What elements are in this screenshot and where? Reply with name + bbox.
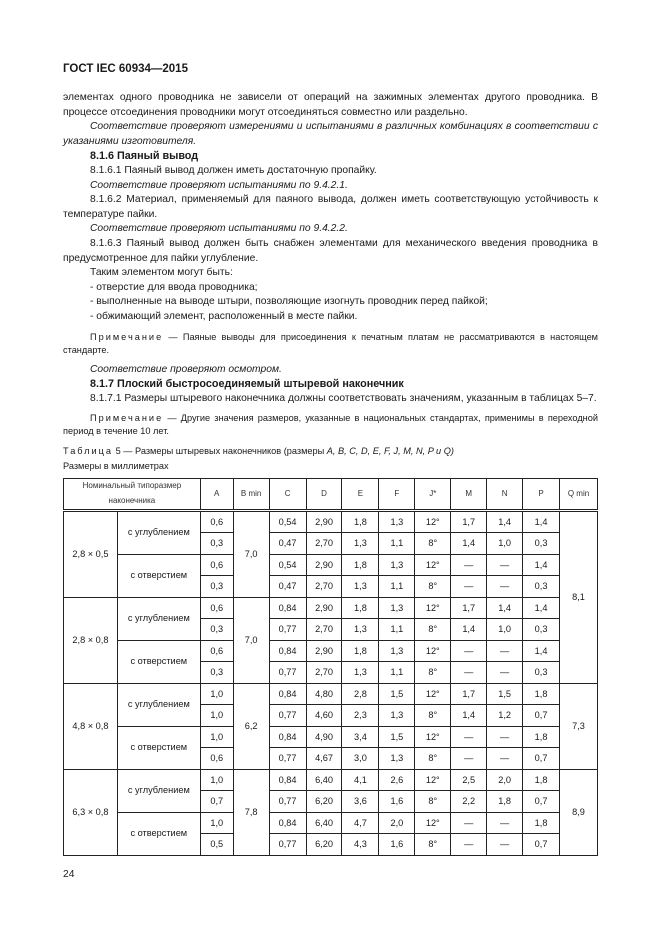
value-cell: 0,47 <box>269 533 306 555</box>
value-cell: 1,1 <box>379 662 415 684</box>
list-item: - обжимающий элемент, расположенный в месте пайки. <box>90 310 358 322</box>
page-number: 24 <box>63 869 75 880</box>
value-cell: 1,5 <box>487 683 523 705</box>
value-cell: 1,8 <box>342 640 379 662</box>
value-cell: 2,90 <box>306 597 342 619</box>
value-cell: 3,0 <box>342 748 379 770</box>
value-cell: 2,70 <box>306 576 342 598</box>
caption-number: 5 <box>113 446 121 457</box>
compliance-note: Соответствие проверяют испытаниями по 9.4.2.1. <box>90 179 348 191</box>
value-cell-a: 0,3 <box>200 533 233 555</box>
value-cell-a: 0,5 <box>200 834 233 856</box>
terminal-type-cell: с отверстием <box>117 726 200 769</box>
value-cell: 1,6 <box>379 834 415 856</box>
value-cell: 1,3 <box>379 510 415 533</box>
value-cell: 0,77 <box>269 705 306 727</box>
caption-text: — Размеры штыревых наконечников (размеры <box>120 446 327 457</box>
value-cell-b-min: 7,8 <box>233 769 269 855</box>
table-row <box>64 812 598 834</box>
value-cell: 1,3 <box>379 748 415 770</box>
compliance-note: Соответствие проверяют осмотром. <box>90 363 282 375</box>
caption-label: Таблица <box>63 446 114 457</box>
value-cell: 1,8 <box>342 597 379 619</box>
value-cell: — <box>487 812 523 834</box>
note-text: — Паяные выводы для присоединения к печатным платам не рассматриваются в настоящем стандарте. <box>63 331 598 355</box>
value-cell: 1,8 <box>523 726 560 748</box>
value-cell-a: 1,0 <box>200 812 233 834</box>
value-cell: 1,3 <box>379 705 415 727</box>
value-cell: 0,84 <box>269 769 306 791</box>
value-cell: 1,8 <box>523 683 560 705</box>
value-cell: 1,4 <box>487 510 523 533</box>
table-row <box>64 683 598 705</box>
value-cell: 4,7 <box>342 812 379 834</box>
compliance-note: Соответствие проверяют измерениями и испытаниями в различных комбинациях в соответствии с указаниями изготовителя. <box>63 121 598 147</box>
terminal-size-cell: 2,8 × 0,8 <box>64 597 118 683</box>
value-cell: 1,4 <box>523 597 560 619</box>
value-cell: 1,3 <box>342 576 379 598</box>
note <box>63 412 598 438</box>
value-cell: 1,5 <box>379 726 415 748</box>
value-cell: 0,84 <box>269 683 306 705</box>
value-cell: 1,4 <box>451 705 487 727</box>
column-header: A <box>200 479 233 510</box>
value-cell-b-min: 6,2 <box>233 683 269 769</box>
column-header: M <box>451 479 487 510</box>
column-header: Номинальный типоразмер наконечника <box>64 479 201 510</box>
terminal-type-cell: с углублением <box>117 769 200 812</box>
value-cell: 6,20 <box>306 791 342 813</box>
dimensions-table <box>63 478 598 855</box>
paragraph: 8.1.6.1 Паяный вывод должен иметь достаточную пропайку. <box>90 164 377 176</box>
value-cell: 4,90 <box>306 726 342 748</box>
value-cell: 0,3 <box>523 576 560 598</box>
value-cell: 2,5 <box>451 769 487 791</box>
value-cell: 1,4 <box>523 554 560 576</box>
column-header: B min <box>233 479 269 510</box>
value-cell-a: 1,0 <box>200 726 233 748</box>
value-cell: 0,84 <box>269 812 306 834</box>
note-label: Примечание <box>90 413 164 424</box>
value-cell: — <box>451 554 487 576</box>
value-cell: 12° <box>415 726 451 748</box>
value-cell: 12° <box>415 769 451 791</box>
value-cell: 8° <box>415 748 451 770</box>
value-cell-a: 1,0 <box>200 683 233 705</box>
value-cell: 0,54 <box>269 554 306 576</box>
value-cell: 6,40 <box>306 769 342 791</box>
value-cell: 6,40 <box>306 812 342 834</box>
value-cell: 0,84 <box>269 597 306 619</box>
terminal-type-cell: с отверстием <box>117 640 200 683</box>
value-cell: — <box>451 812 487 834</box>
section-heading-8-1-6: 8.1.6 Паяный вывод <box>90 150 199 163</box>
value-cell: 1,5 <box>379 683 415 705</box>
value-cell: 2,8 <box>342 683 379 705</box>
list-item: - отверстие для ввода проводника; <box>90 281 258 293</box>
value-cell-a: 0,6 <box>200 640 233 662</box>
terminal-size-cell: 2,8 × 0,5 <box>64 510 118 597</box>
value-cell: — <box>487 726 523 748</box>
value-cell: 1,1 <box>379 619 415 641</box>
value-cell: 1,4 <box>523 510 560 533</box>
column-header: N <box>487 479 523 510</box>
value-cell: — <box>451 576 487 598</box>
value-cell: 0,77 <box>269 748 306 770</box>
value-cell: 0,3 <box>523 619 560 641</box>
value-cell: — <box>487 640 523 662</box>
paragraph: Таким элементом могут быть: <box>90 267 233 279</box>
note-label: Примечание <box>90 331 164 342</box>
value-cell-a: 0,6 <box>200 597 233 619</box>
compliance-note: Соответствие проверяют испытаниями по 9.4.2.2. <box>90 223 348 235</box>
note-text: — Другие значения размеров, указанные в национальных стандартах, применимы в переходной период в течение 10 лет. <box>63 413 598 437</box>
value-cell: 0,7 <box>523 705 560 727</box>
value-cell: 1,8 <box>487 791 523 813</box>
value-cell: — <box>487 834 523 856</box>
value-cell: 1,7 <box>451 510 487 533</box>
value-cell: 0,77 <box>269 619 306 641</box>
value-cell-b-min: 7,0 <box>233 510 269 597</box>
value-cell: — <box>487 576 523 598</box>
table-row <box>64 510 598 533</box>
value-cell: 1,3 <box>379 554 415 576</box>
value-cell: 1,1 <box>379 533 415 555</box>
value-cell: 0,7 <box>523 791 560 813</box>
value-cell: 8° <box>415 619 451 641</box>
value-cell: 1,7 <box>451 597 487 619</box>
value-cell: 8° <box>415 533 451 555</box>
column-header: P <box>523 479 560 510</box>
terminal-type-cell: с отверстием <box>117 554 200 597</box>
value-cell: 8° <box>415 576 451 598</box>
table-caption <box>63 444 598 459</box>
value-cell: 12° <box>415 640 451 662</box>
value-cell: 4,3 <box>342 834 379 856</box>
value-cell: 8° <box>415 834 451 856</box>
value-cell: 2,70 <box>306 533 342 555</box>
table-units: Размеры в миллиметрах <box>63 460 169 471</box>
value-cell: — <box>487 662 523 684</box>
note <box>63 331 598 357</box>
value-cell: 1,8 <box>523 769 560 791</box>
value-cell-a: 0,3 <box>200 619 233 641</box>
value-cell-a: 1,0 <box>200 769 233 791</box>
table-row <box>64 769 598 791</box>
value-cell: 4,80 <box>306 683 342 705</box>
value-cell-a: 0,3 <box>200 576 233 598</box>
column-header: J* <box>415 479 451 510</box>
paragraph: элементах одного проводника не зависели от операций на зажимных элементах другого проводника. В процессе отсоединения проводники могут отсоединяться совместно или раздельно. <box>63 92 598 118</box>
value-cell: 1,8 <box>342 554 379 576</box>
paragraph: 8.1.7.1 Размеры штыревого наконечника должны соответствовать значениям, указанным в таблицах 5–7. <box>90 392 597 404</box>
value-cell-a: 0,6 <box>200 554 233 576</box>
value-cell: 0,84 <box>269 640 306 662</box>
table-row <box>64 640 598 662</box>
value-cell: 8° <box>415 705 451 727</box>
value-cell: 12° <box>415 683 451 705</box>
value-cell: — <box>487 748 523 770</box>
terminal-size-cell: 4,8 × 0,8 <box>64 683 118 769</box>
value-cell: 2,90 <box>306 640 342 662</box>
value-cell-a: 1,0 <box>200 705 233 727</box>
value-cell: 0,77 <box>269 662 306 684</box>
value-cell: 1,4 <box>451 533 487 555</box>
value-cell: 2,70 <box>306 662 342 684</box>
value-cell: 12° <box>415 597 451 619</box>
column-header: F <box>379 479 415 510</box>
paragraph: 8.1.6.2 Материал, применяемый для паяного вывода, должен иметь соответствующую устойчивость к температуре пайки. <box>63 194 598 220</box>
value-cell: 1,3 <box>342 533 379 555</box>
value-cell: 12° <box>415 510 451 533</box>
value-cell: 8° <box>415 662 451 684</box>
value-cell: 1,6 <box>379 791 415 813</box>
value-cell: — <box>451 640 487 662</box>
value-cell: 2,70 <box>306 619 342 641</box>
value-cell: 0,77 <box>269 834 306 856</box>
value-cell: 12° <box>415 554 451 576</box>
value-cell-a: 0,6 <box>200 748 233 770</box>
value-cell: 4,67 <box>306 748 342 770</box>
value-cell: — <box>451 726 487 748</box>
terminal-size-cell: 6,3 × 0,8 <box>64 769 118 855</box>
value-cell: 0,47 <box>269 576 306 598</box>
value-cell: 2,6 <box>379 769 415 791</box>
paragraph: 8.1.6.3 Паяный вывод должен быть снабжен элементами для механического введения проводника в предусмотренное для пайки углубление. <box>63 237 598 264</box>
value-cell: 1,2 <box>487 705 523 727</box>
value-cell: 12° <box>415 812 451 834</box>
value-cell: 0,7 <box>523 834 560 856</box>
column-header: C <box>269 479 306 510</box>
value-cell: 4,60 <box>306 705 342 727</box>
column-header: Q min <box>560 479 598 510</box>
value-cell: 0,7 <box>523 748 560 770</box>
value-cell-a: 0,6 <box>200 510 233 533</box>
document-header: ГОСТ IEC 60934—2015 <box>63 63 188 75</box>
terminal-type-cell: с отверстием <box>117 812 200 855</box>
value-cell: 1,3 <box>379 597 415 619</box>
value-cell-a: 0,3 <box>200 662 233 684</box>
value-cell: 1,4 <box>523 640 560 662</box>
value-cell: 6,20 <box>306 834 342 856</box>
terminal-type-cell: с углублением <box>117 510 200 554</box>
value-cell-q-min: 8,9 <box>560 769 598 855</box>
value-cell: 1,0 <box>487 533 523 555</box>
value-cell: 0,54 <box>269 510 306 533</box>
value-cell: 1,1 <box>379 576 415 598</box>
table-row <box>64 597 598 619</box>
value-cell-q-min: 7,3 <box>560 683 598 769</box>
table-row <box>64 554 598 576</box>
value-cell-q-min: 8,1 <box>560 510 598 683</box>
column-header: D <box>306 479 342 510</box>
value-cell: 2,0 <box>487 769 523 791</box>
value-cell: 3,4 <box>342 726 379 748</box>
list-item: - выполненные на выводе штыри, позволяющие изогнуть проводник перед пайкой; <box>90 296 488 308</box>
value-cell: — <box>487 554 523 576</box>
value-cell: 0,3 <box>523 662 560 684</box>
value-cell: 1,3 <box>342 662 379 684</box>
value-cell: 1,8 <box>342 510 379 533</box>
value-cell: 1,8 <box>523 812 560 834</box>
value-cell: 2,90 <box>306 510 342 533</box>
section-heading-8-1-7: 8.1.7 Плоский быстросоединяемый штыревой наконечник <box>90 378 404 391</box>
value-cell: — <box>451 748 487 770</box>
value-cell: 1,4 <box>487 597 523 619</box>
column-header: E <box>342 479 379 510</box>
value-cell: 2,3 <box>342 705 379 727</box>
terminal-type-cell: с углублением <box>117 597 200 640</box>
value-cell: 2,0 <box>379 812 415 834</box>
value-cell: 1,3 <box>342 619 379 641</box>
value-cell: 1,3 <box>379 640 415 662</box>
value-cell: 0,3 <box>523 533 560 555</box>
value-cell: 1,7 <box>451 683 487 705</box>
value-cell: 3,6 <box>342 791 379 813</box>
value-cell: — <box>451 834 487 856</box>
terminal-type-cell: с углублением <box>117 683 200 726</box>
caption-italic: A, B, C, D, E, F, J, M, N, P и Q) <box>326 446 454 457</box>
value-cell-b-min: 7,0 <box>233 597 269 683</box>
value-cell: 1,0 <box>487 619 523 641</box>
document-body <box>63 91 598 856</box>
value-cell: 8° <box>415 791 451 813</box>
value-cell: 4,1 <box>342 769 379 791</box>
value-cell: 2,90 <box>306 554 342 576</box>
table-row <box>64 726 598 748</box>
value-cell: — <box>451 662 487 684</box>
value-cell: 1,4 <box>451 619 487 641</box>
value-cell: 0,77 <box>269 791 306 813</box>
value-cell: 0,84 <box>269 726 306 748</box>
value-cell: 2,2 <box>451 791 487 813</box>
value-cell-a: 0,7 <box>200 791 233 813</box>
